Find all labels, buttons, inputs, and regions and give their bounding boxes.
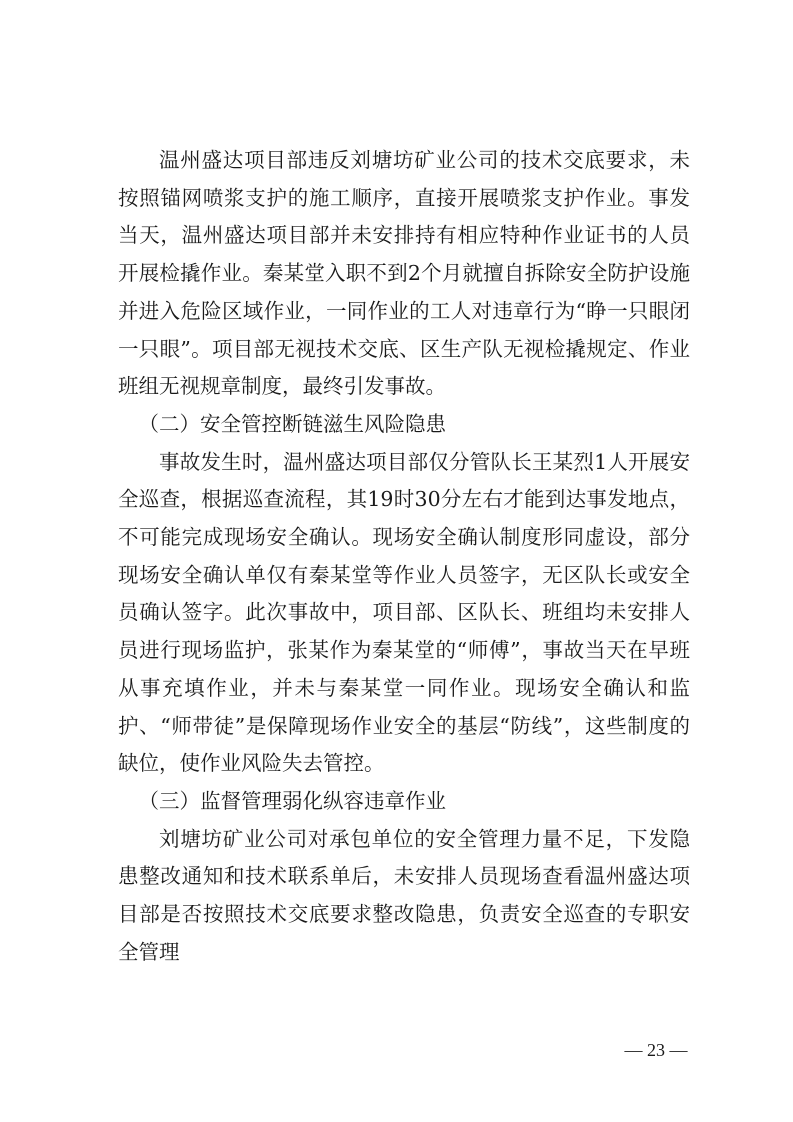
paragraph-supervision: 刘塘坊矿业公司对承包单位的安全管理力量不足，下发隐患整改通知和技术联系单后，未安排人员现场查看温州盛达项目部是否按照技术交底要求整改隐患，负责安全巡查的专职安全管理 [118, 826, 690, 964]
document-body [118, 142, 690, 971]
section-heading-3: （三）监督管理弱化纵容违章作业 [138, 788, 446, 813]
paragraph-violation: 温州盛达项目部违反刘塘坊矿业公司的技术交底要求，未按照锚网喷浆支护的施工顺序，直接开展喷浆支护作业。事发当天，温州盛达项目部并未安排持有相应特种作业证书的人员开展检撬作业。秦某堂入职不到2个月就擅自拆除安全防护设施并进入危险区域作业，一同作业的工人对违章行为“睁一只眼闭一只眼”。项目部无视技术交底、区生产队无视检撬规定、作业班组无视规章制度，最终引发事故。 [118, 148, 690, 399]
paragraph-safety-control: 事故发生时，温州盛达项目部仅分管队长王某烈1人开展安全巡查，根据巡查流程，其19时30分左右才能到达事发地点，不可能完成现场安全确认。现场安全确认制度形同虚设，部分现场安全确认单仅有秦某堂等作业人员签字，无区队长或安全员确认签字。此次事故中，项目部、区队长、班组均未安排人员进行现场监护，张某作为秦某堂的“师傅”，事故当天在早班从事充填作业，并未与秦某堂一同作业。现场安全确认和监护、“师带徒”是保障现场作业安全的基层“防线”，这些制度的缺位，使作业风险失去管控。 [118, 449, 690, 776]
page-number: — 23 — [624, 1040, 688, 1060]
section-heading-2: （二）安全管控断链滋生风险隐患 [138, 411, 446, 436]
